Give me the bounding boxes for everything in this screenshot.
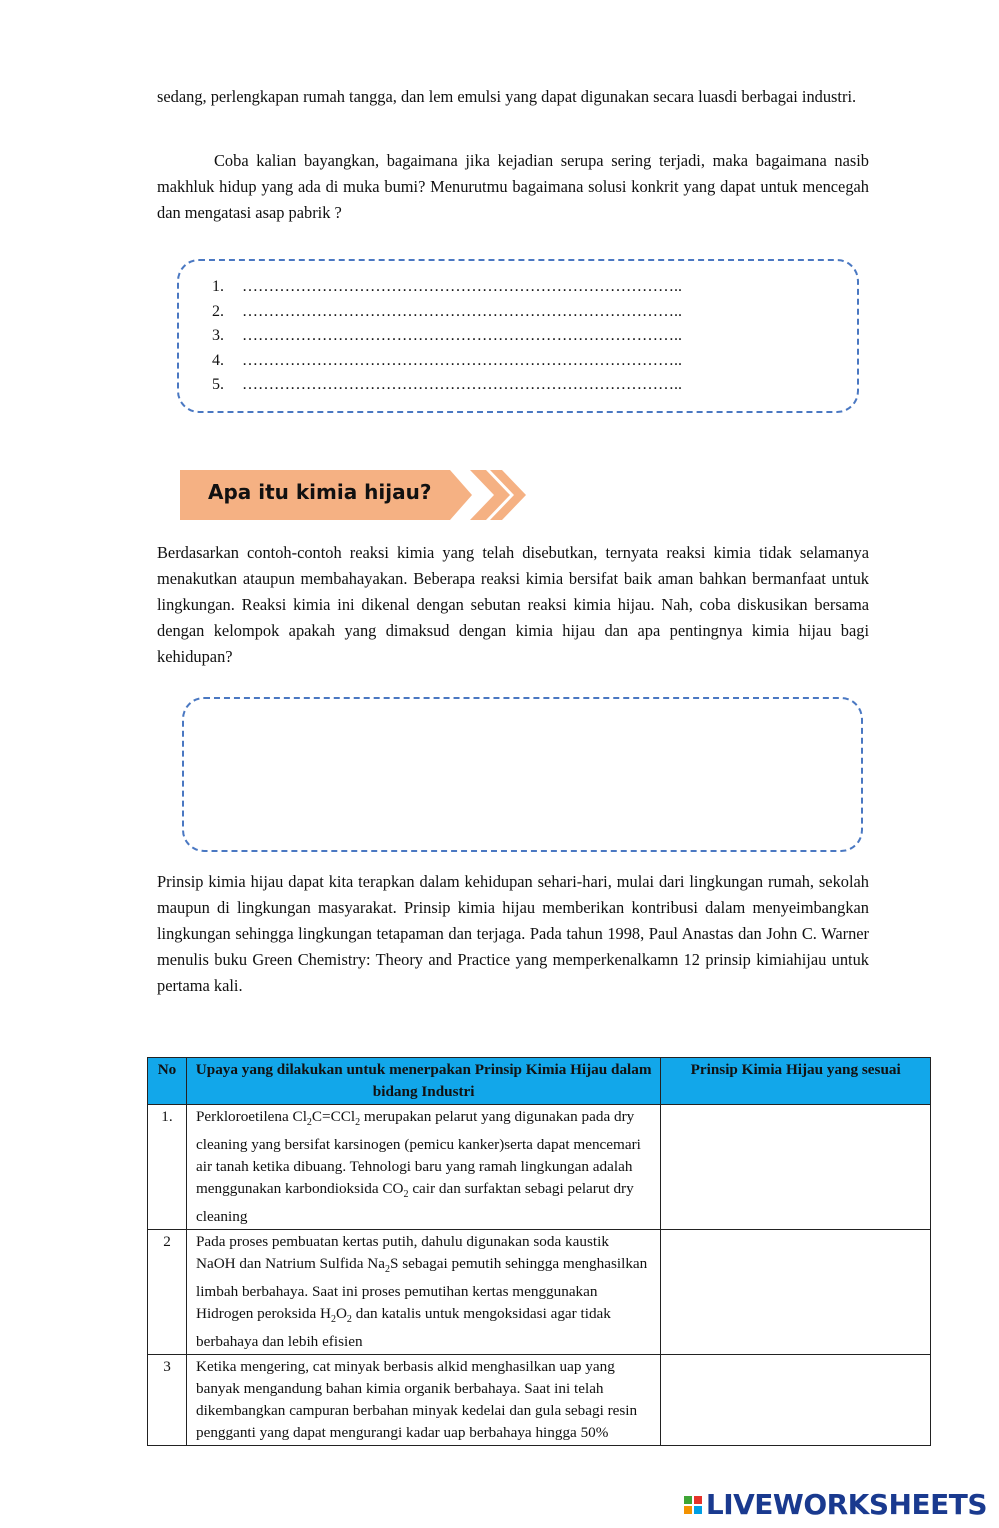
solutions-list [212, 275, 682, 398]
intro-paragraph-1: sedang, perlengkapan rumah tangga, dan lem emulsi yang dapat digunakan secara luasdi berbagai industri. [157, 87, 857, 106]
row-effort: Perkloroetilena $Cl_2C=CCl_2$ merupakan pelarut yang digunakan pada dry cleaning yang bersifat karsinogen (pemicu kanker)serta dapat mencemari air tanah ketika dibuang. Tehnologi baru yang ramah lingkungan adalah menggunakan karbondioksida $CO_2$ cair dan surfaktan sebagi pelarut dry cleaning [186, 1105, 660, 1230]
logo-square [684, 1496, 692, 1504]
row-number: 2 [148, 1230, 187, 1355]
logo-square [694, 1496, 702, 1504]
section-title: Apa itu kimia hijau? [208, 480, 432, 504]
list-item[interactable]: 4. ……………………………………………………………………….. [212, 351, 682, 369]
intro-paragraph-2: Coba kalian bayangkan, bagaimana jika kejadian serupa sering terjadi, maka bagaimana nasib makhluk hidup yang ada di muka bumi? Menurutmu bagaimana solusi konkrit yang dapat untuk mencegah dan mengatasi asap pabrik ? [157, 151, 869, 222]
section-banner [180, 468, 530, 522]
section-paragraph: Berdasarkan contoh-contoh reaksi kimia yang telah disebutkan, ternyata reaksi kimia tidak selamanya menakutkan ataupun membahayakan. Beberapa reaksi kimia bersifat baik aman bahkan bermanfaat untuk lingkungan. Reaksi kimia ini dikenal dengan sebutan reaksi kimia hijau. Nah, coba diskusikan bersama dengan kelompok apakah yang dimaksud dengan kimia hijau dan apa pentingnya kimia hijau bagi kehidupan? [157, 543, 869, 666]
header-effort: Upaya yang dilakukan untuk menerpakan Prinsip Kimia Hijau dalam bidang Industri [186, 1058, 660, 1105]
row-effort: Ketika mengering, cat minyak berbasis alkid menghasilkan uap yang banyak mengandung bahan kimia organik berbahaya. Saat ini telah dikembangkan campuran berbahan minyak kedelai dan gula sebagi resin pengganti yang dapat mengurangi kadar uap berbahaya hingga 50% [186, 1355, 660, 1446]
list-item[interactable]: 3. ……………………………………………………………………….. [212, 327, 682, 344]
list-item[interactable]: 2. ……………………………………………………………………….. [212, 302, 682, 320]
row-effort: Pada proses pembuatan kertas putih, dahulu digunakan soda kaustik NaOH dan Natrium Sulfida $Na_2S$ sebagai pemutih sehingga menghasilkan limbah berbahaya. Saat ini proses pemutihan kertas menggunakan Hidrogen peroksida $H_2O_2$ dan katalis untuk mengoksidasi agar tidak berbahaya dan lebih efisien [186, 1230, 660, 1355]
row-number: 1. [148, 1105, 187, 1230]
logo-square [694, 1506, 702, 1514]
row-principle-answer[interactable] [661, 1355, 931, 1446]
logo-square [684, 1506, 692, 1514]
logo-text: LIVEWORKSHEETS [705, 1488, 987, 1521]
list-item[interactable]: 1. ……………………………………………………………………….. [212, 278, 682, 295]
row-principle-answer[interactable] [661, 1230, 931, 1355]
header-no: No [148, 1058, 187, 1105]
liveworksheets-logo [684, 1488, 987, 1521]
principles-table [147, 1057, 931, 1446]
row-principle-answer[interactable] [661, 1105, 931, 1230]
logo-icon [684, 1496, 702, 1514]
principles-paragraph: Prinsip kimia hijau dapat kita terapkan dalam kehidupan sehari-hari, mulai dari lingkungan rumah, sekolah maupun di lingkungan masyarakat. Prinsip kimia hijau memberikan kontribusi dalam menyeimbangkan lingkungan sehingga lingkungan tetapaman dan terjaga. Pada tahun 1998, Paul Anastas dan John C. Warner menulis buku Green Chemistry: Theory and Practice yang memperkenalkamn 12 prinsip kimiahijau untuk pertama kali. [157, 872, 869, 995]
row-number: 3 [148, 1355, 187, 1446]
header-principle: Prinsip Kimia Hijau yang sesuai [661, 1058, 931, 1105]
list-item[interactable]: 5. ……………………………………………………………………….. [212, 376, 682, 393]
table-row [148, 1355, 931, 1446]
table-row [148, 1230, 931, 1355]
table-row [148, 1105, 931, 1230]
table-header-row [148, 1058, 931, 1105]
discussion-answer-box[interactable] [182, 697, 863, 852]
